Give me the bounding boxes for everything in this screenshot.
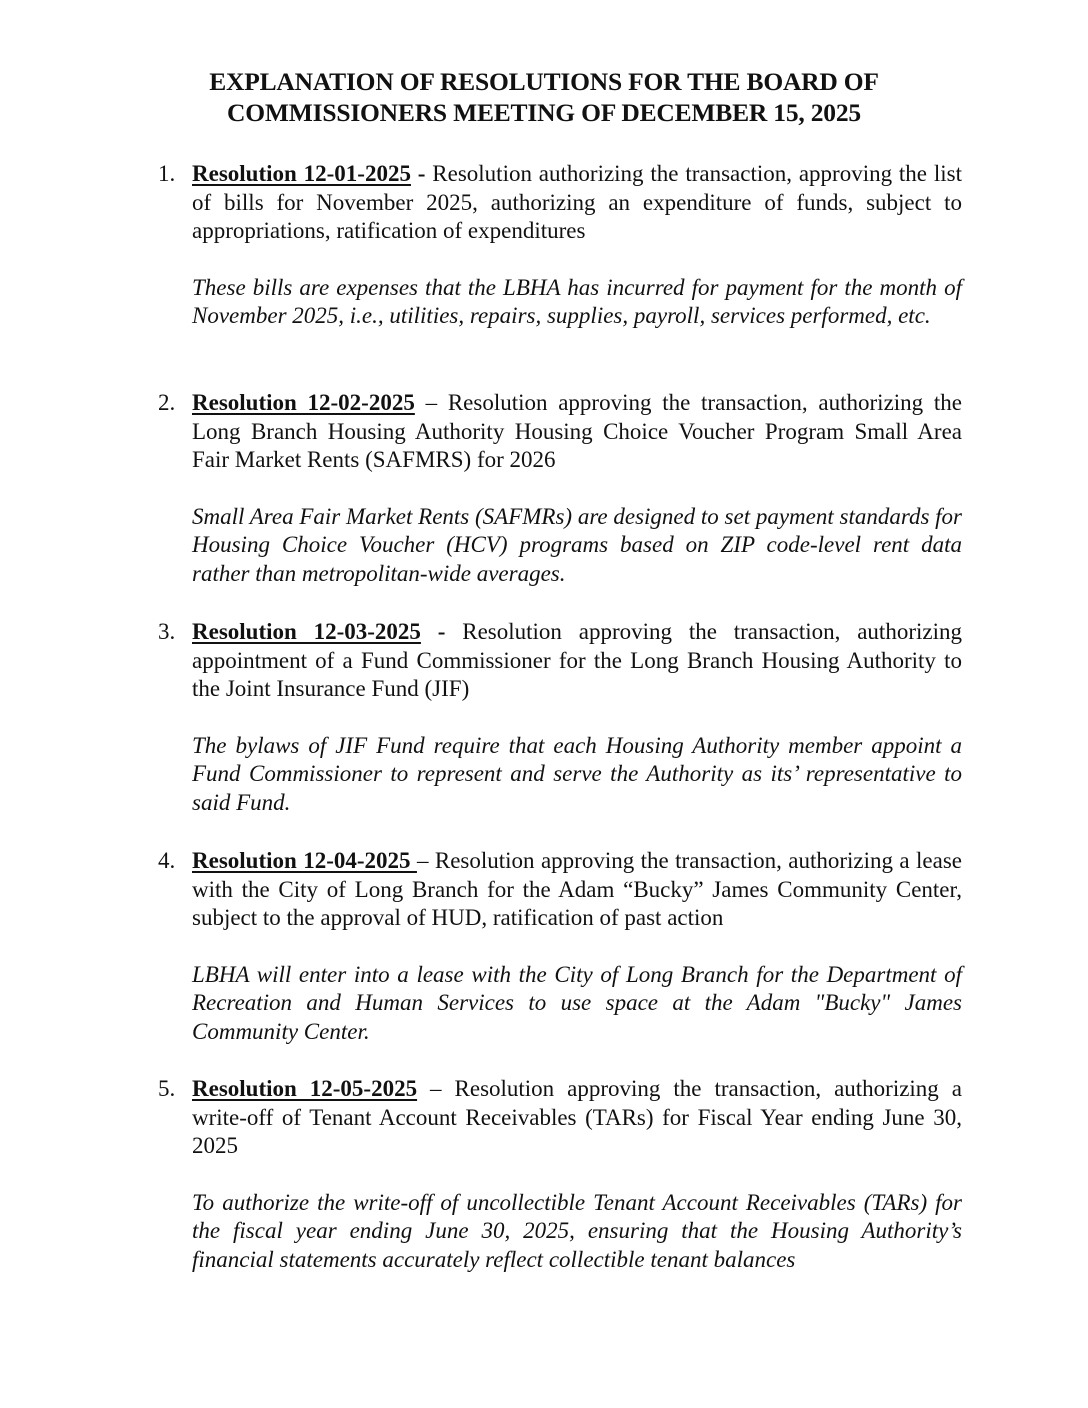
separator: - xyxy=(420,619,463,644)
resolution-description xyxy=(192,847,962,933)
separator: – xyxy=(416,848,435,873)
resolution-label: Resolution 12-03-2025 xyxy=(192,619,421,644)
resolution-label: Resolution 12-04-2025 xyxy=(192,848,417,873)
title-line-2: COMMISSIONERS MEETING OF DECEMBER 15, 2025 xyxy=(227,98,861,127)
resolution-explanation: The bylaws of JIF Fund require that each Housing Authority member appoint a Fund Commissioner to represent and serve the Authority as its’ representative to said Fund. xyxy=(192,732,962,815)
separator: – xyxy=(414,390,448,415)
resolution-description xyxy=(192,1075,962,1161)
document-title xyxy=(0,66,1088,128)
resolution-label: Resolution 12-01-2025 xyxy=(192,161,411,186)
item-number: 4. xyxy=(158,848,176,873)
resolution-item-4 xyxy=(158,847,962,1046)
description-text: Resolution approving the transaction, authorizing a write-off of Tenant Account Receivables (TARs) for Fiscal Year ending June 30, 2025 xyxy=(192,1076,962,1158)
item-number: 3. xyxy=(158,619,176,644)
resolution-description xyxy=(192,618,962,704)
description-text: Resolution authorizing the transaction, approving the list of bills for November 2025, authorizing an expenditure of funds, subject to appropriations, ratification of expenditures xyxy=(192,161,962,243)
title-line-1: EXPLANATION OF RESOLUTIONS FOR THE BOARD OF xyxy=(209,67,879,96)
resolution-item-1 xyxy=(158,160,962,331)
resolution-explanation: Small Area Fair Market Rents (SAFMRs) are designed to set payment standards for Housing Choice Voucher (HCV) programs based on ZIP code-level rent data rather than metropolitan-wide averages. xyxy=(192,503,962,586)
item-number: 1. xyxy=(158,161,176,186)
separator: – xyxy=(417,1076,455,1101)
resolution-label: Resolution 12-02-2025 xyxy=(192,390,415,415)
resolution-explanation: These bills are expenses that the LBHA has incurred for payment for the month of November 2025, i.e., utilities, repairs, supplies, payroll, services performed, etc. xyxy=(192,274,962,328)
resolution-explanation: To authorize the write-off of uncollectible Tenant Account Receivables (TARs) for the fiscal year ending June 30, 2025, ensuring that the Housing Authority’s financial statements accurately reflect collectible tenant balances xyxy=(192,1189,962,1272)
resolution-item-5 xyxy=(158,1075,962,1274)
resolution-item-2 xyxy=(158,389,962,588)
resolution-description xyxy=(192,389,962,475)
description-text: Resolution approving the transaction, authorizing appointment of a Fund Commissioner for the Long Branch Housing Authority to the Joint Insurance Fund (JIF) xyxy=(192,619,962,701)
resolution-description xyxy=(192,160,962,246)
resolution-item-3 xyxy=(158,618,962,817)
resolution-label: Resolution 12-05-2025 xyxy=(192,1076,418,1101)
item-number: 5. xyxy=(158,1076,176,1101)
description-text: Resolution approving the transaction, authorizing a lease with the City of Long Branch for the Adam “Bucky” James Community Center, subject to the approval of HUD, ratification of past action xyxy=(192,848,962,930)
item-number: 2. xyxy=(158,390,176,415)
separator: - xyxy=(410,161,433,186)
description-text: Resolution approving the transaction, authorizing the Long Branch Housing Authority Housing Choice Voucher Program Small Area Fair Market Rents (SAFMRS) for 2026 xyxy=(192,390,962,472)
resolution-explanation: LBHA will enter into a lease with the City of Long Branch for the Department of Recreation and Human Services to use space at the Adam "Bucky" James Community Center. xyxy=(192,961,962,1044)
